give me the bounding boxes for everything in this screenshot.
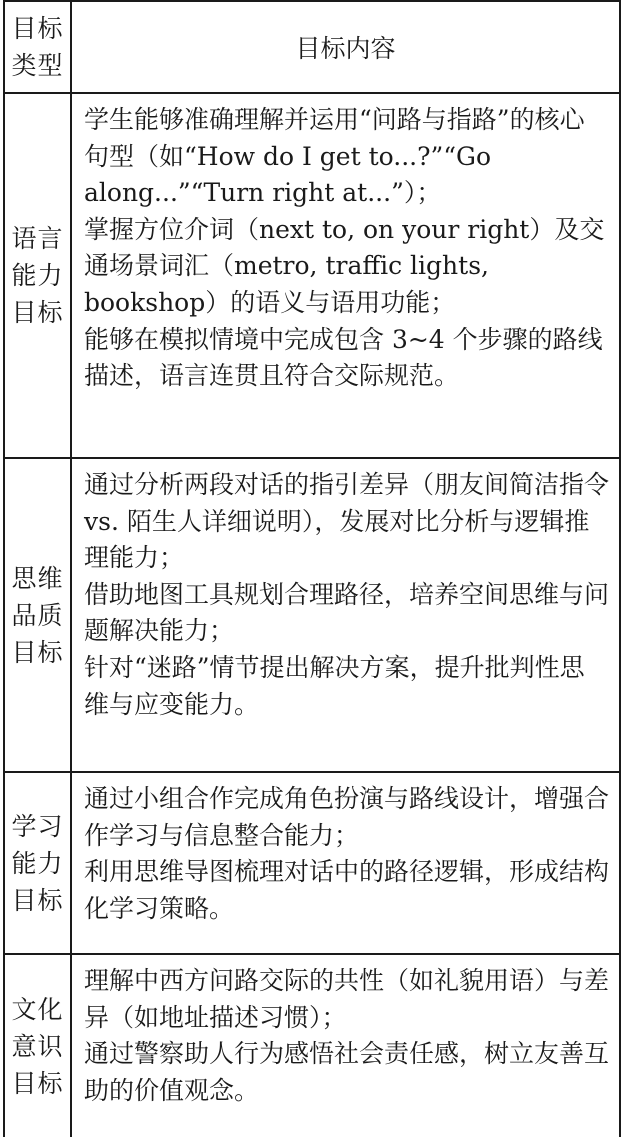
content-paragraph: 通过分析两段对话的指引差异（朋友间简洁指令 vs. 陌生人详细说明），发展对比分析与逻辑推理能力； (84, 470, 610, 573)
content-paragraph: 针对“迷路”情节提出解决方案，提升批判性思维与应变能力。 (84, 652, 585, 719)
header-type-cell (5, 2, 70, 92)
row-content-cell (72, 955, 619, 1137)
content-paragraph: 学生能够准确理解并运用“问路与指路”的核心句型（如“How do I get to...?”“Go along...”“Turn right at...”）； (84, 105, 585, 208)
row-type-cell (5, 94, 70, 457)
content-paragraph: 通过小组合作完成角色扮演与路线设计，增强合作学习与信息整合能力； (84, 784, 610, 850)
row-type-cell (5, 459, 70, 771)
table-border-right (619, 0, 621, 1137)
header-type-label: 目标类型 (11, 14, 64, 80)
row-content-cell (72, 94, 619, 457)
content-paragraph: 掌握方位介词（next to, on your right）及交通场景词汇（metro, traffic lights, bookshop）的语义与语用功能； (84, 214, 605, 317)
header-content-cell (72, 2, 619, 92)
header-content-label: 目标内容 (295, 34, 396, 63)
content-paragraph: 利用思维导图梳理对话中的路径逻辑，形成结构化学习策略。 (84, 857, 610, 923)
content-paragraph: 通过警察助人行为感悟社会责任感，树立友善互助的价值观念。 (84, 1039, 610, 1105)
row-type-label: 学习能力目标 (11, 811, 64, 915)
row-type-label: 文化意识目标 (11, 994, 64, 1098)
content-paragraph: 能够在模拟情境中完成包含 3~4 个步骤的路线描述，语言连贯且符合交际规范。 (84, 324, 603, 391)
objectives-table (3, 0, 621, 1137)
row-content-cell (72, 773, 619, 953)
row-type-label: 思维品质目标 (11, 563, 64, 667)
row-content-cell (72, 459, 619, 771)
row-type-label: 语言能力目标 (11, 224, 64, 327)
content-paragraph: 理解中西方问路交际的共性（如礼貌用语）与差异（如地址描述习惯）； (84, 966, 610, 1032)
row-type-cell (5, 773, 70, 953)
content-paragraph: 借助地图工具规划合理路径，培养空间思维与问题解决能力； (84, 579, 610, 646)
row-type-cell (5, 955, 70, 1137)
